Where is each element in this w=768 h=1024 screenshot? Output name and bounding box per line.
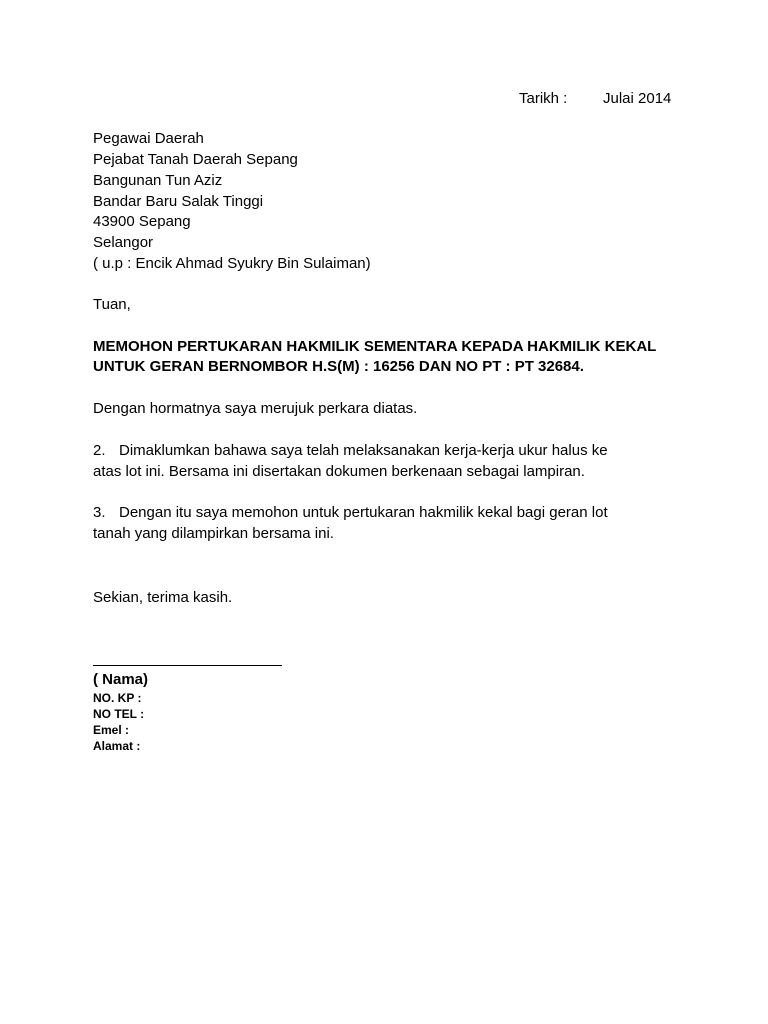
signature-field-address: Alamat :	[93, 739, 141, 753]
recipient-attention-line: ( u.p : Encik Ahmad Syukry Bin Sulaiman)	[93, 255, 371, 272]
signature-line	[93, 665, 282, 666]
paragraph-number: 3.	[93, 504, 106, 521]
paragraph-text: Dimaklumkan bahawa saya telah melaksanakan kerja-kerja ukur halus ke	[119, 442, 608, 459]
paragraph-2-line-2: atas lot ini. Bersama ini disertakan dokumen berkenaan sebagai lampiran.	[93, 463, 585, 480]
recipient-line: Pegawai Daerah	[93, 130, 204, 147]
recipient-line: Pejabat Tanah Daerah Sepang	[93, 151, 298, 168]
paragraph-3-line-2: tanah yang dilampirkan bersama ini.	[93, 525, 334, 542]
recipient-line: 43900 Sepang	[93, 213, 191, 230]
paragraph-text: Dengan itu saya memohon untuk pertukaran hakmilik kekal bagi geran lot	[119, 504, 608, 521]
subject-line-2: UNTUK GERAN BERNOMBOR H.S(M) : 16256 DAN NO PT : PT 32684.	[93, 358, 584, 375]
subject-line-1: MEMOHON PERTUKARAN HAKMILIK SEMENTARA KEPADA HAKMILIK KEKAL	[93, 338, 657, 355]
closing-line: Sekian, terima kasih.	[93, 589, 233, 606]
date-label: Tarikh :	[519, 90, 568, 107]
recipient-line: Selangor	[93, 234, 154, 251]
recipient-line: Bandar Baru Salak Tinggi	[93, 193, 264, 210]
signature-field-tel: NO TEL :	[93, 707, 145, 721]
paragraph-3-line-1	[93, 503, 608, 523]
recipient-line: Bangunan Tun Aziz	[93, 172, 223, 189]
salutation: Tuan,	[93, 296, 131, 313]
opening-paragraph: Dengan hormatnya saya merujuk perkara diatas.	[93, 400, 418, 417]
signature-name: ( Nama)	[93, 671, 149, 688]
date-value: Julai 2014	[603, 90, 672, 107]
paragraph-2-line-1	[93, 441, 608, 461]
signature-field-email: Emel :	[93, 723, 130, 737]
paragraph-number: 2.	[93, 442, 106, 459]
signature-field-kp: NO. KP :	[93, 691, 142, 705]
